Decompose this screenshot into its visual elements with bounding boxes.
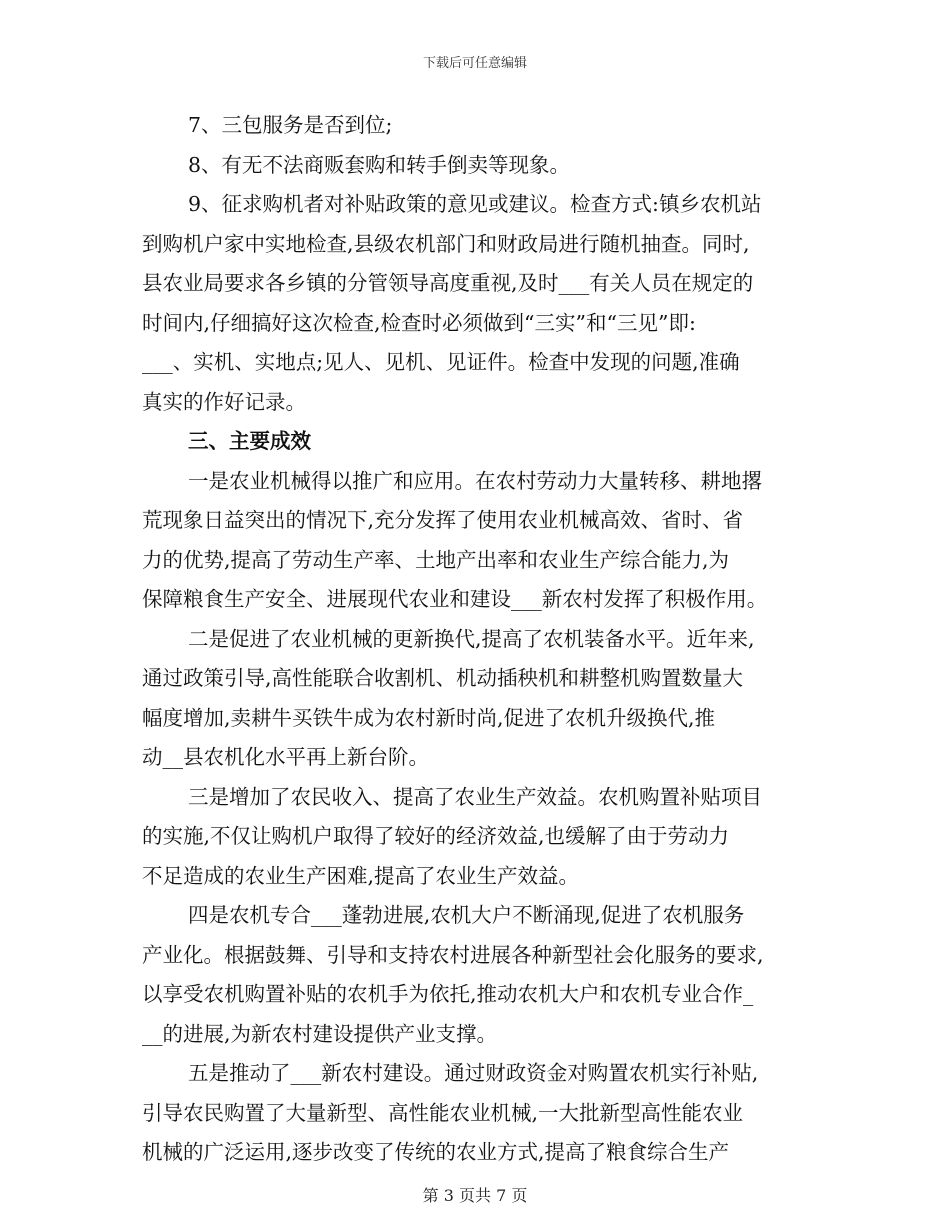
body-text-line: 五是推动了___新农村建设。通过财政资金对购置农机实行补贴, bbox=[188, 1061, 759, 1085]
body-text-line: 四是农机专合___蓬勃进展,农机大户不断涌现,促进了农机服务 bbox=[188, 903, 745, 927]
body-text-line: 县农业局要求各乡镇的分管领导高度重视,及时___有关人员在规定的 bbox=[142, 271, 754, 295]
body-text-line: __的进展,为新农村建设提供产业支撑。 bbox=[142, 1021, 498, 1046]
body-text-line: 动__县农机化水平再上新台阶。 bbox=[142, 745, 429, 769]
body-text-line: 二是促进了农业机械的更新换代,提高了农机装备水平。近年来, bbox=[188, 626, 755, 651]
body-text-line: 7、三包服务是否到位; bbox=[188, 113, 393, 137]
body-text-line: 时间内,仔细搞好这次检查,检查时必须做到“三实”和“三见”即: bbox=[142, 310, 696, 335]
document-body bbox=[142, 106, 808, 1173]
body-text-line: 的实施,不仅让购机户取得了较好的经济效益,也缓解了由于劳动力 bbox=[142, 824, 730, 848]
body-text-line: 机械的广泛运用,逐步改变了传统的农业方式,提高了粮食综合生产 bbox=[142, 1140, 730, 1164]
body-text-line: 9、征求购机者对补贴政策的意见或建议。检查方式:镇乡农机站 bbox=[188, 192, 762, 216]
body-text-line: 到购机户家中实地检查,县级农机部门和财政局进行随机抽查。同时, bbox=[142, 231, 750, 256]
body-text-line: 不足造成的农业生产困难,提高了农业生产效益。 bbox=[142, 863, 580, 888]
body-text-line: 真实的作好记录。 bbox=[142, 389, 306, 414]
body-text-line: 产业化。根据鼓舞、引导和支持农村进展各种新型社会化服务的要求, bbox=[142, 942, 764, 967]
body-text-line: 保障粮食生产安全、进展现代农业和建设___新农村发挥了积极作用。 bbox=[142, 587, 768, 611]
body-text-line: 通过政策引导,高性能联合收割机、机动插秧机和耕整机购置数量大 bbox=[142, 666, 744, 690]
body-text-line: 8、有无不法商贩套购和转手倒卖等现象。 bbox=[188, 152, 571, 177]
body-text-line: 以享受农机购置补贴的农机手为依托,推动农机大户和农机专业合作_ bbox=[142, 982, 754, 1006]
body-text-line: 三是增加了农民收入、提高了农业生产效益。农机购置补贴项目 bbox=[188, 784, 762, 809]
body-text-line: 引导农民购置了大量新型、高性能农业机械,一大批新型高性能农业 bbox=[142, 1100, 744, 1125]
body-text-line: 幅度增加,卖耕牛买铁牛成为农村新时尚,促进了农机升级换代,推 bbox=[142, 705, 716, 730]
body-text-line: 一是农业机械得以推广和应用。在农村劳动力大量转移、耕地撂 bbox=[188, 468, 762, 493]
page-header-note: 下载后可任意编辑 bbox=[422, 56, 527, 71]
body-text-line: 力的优势,提高了劳动生产率、土地产出率和农业生产综合能力,为 bbox=[142, 547, 730, 572]
page-number: 第 3 页共 7 页 bbox=[422, 1186, 528, 1205]
body-text-line: ___、实机、实地点;见人、见机、见证件。检查中发现的问题,准确 bbox=[142, 350, 740, 374]
section-heading: 三、主要成效 bbox=[188, 429, 311, 453]
body-text-line: 荒现象日益突出的情况下,充分发挥了使用农业机械高效、省时、省 bbox=[142, 508, 744, 532]
